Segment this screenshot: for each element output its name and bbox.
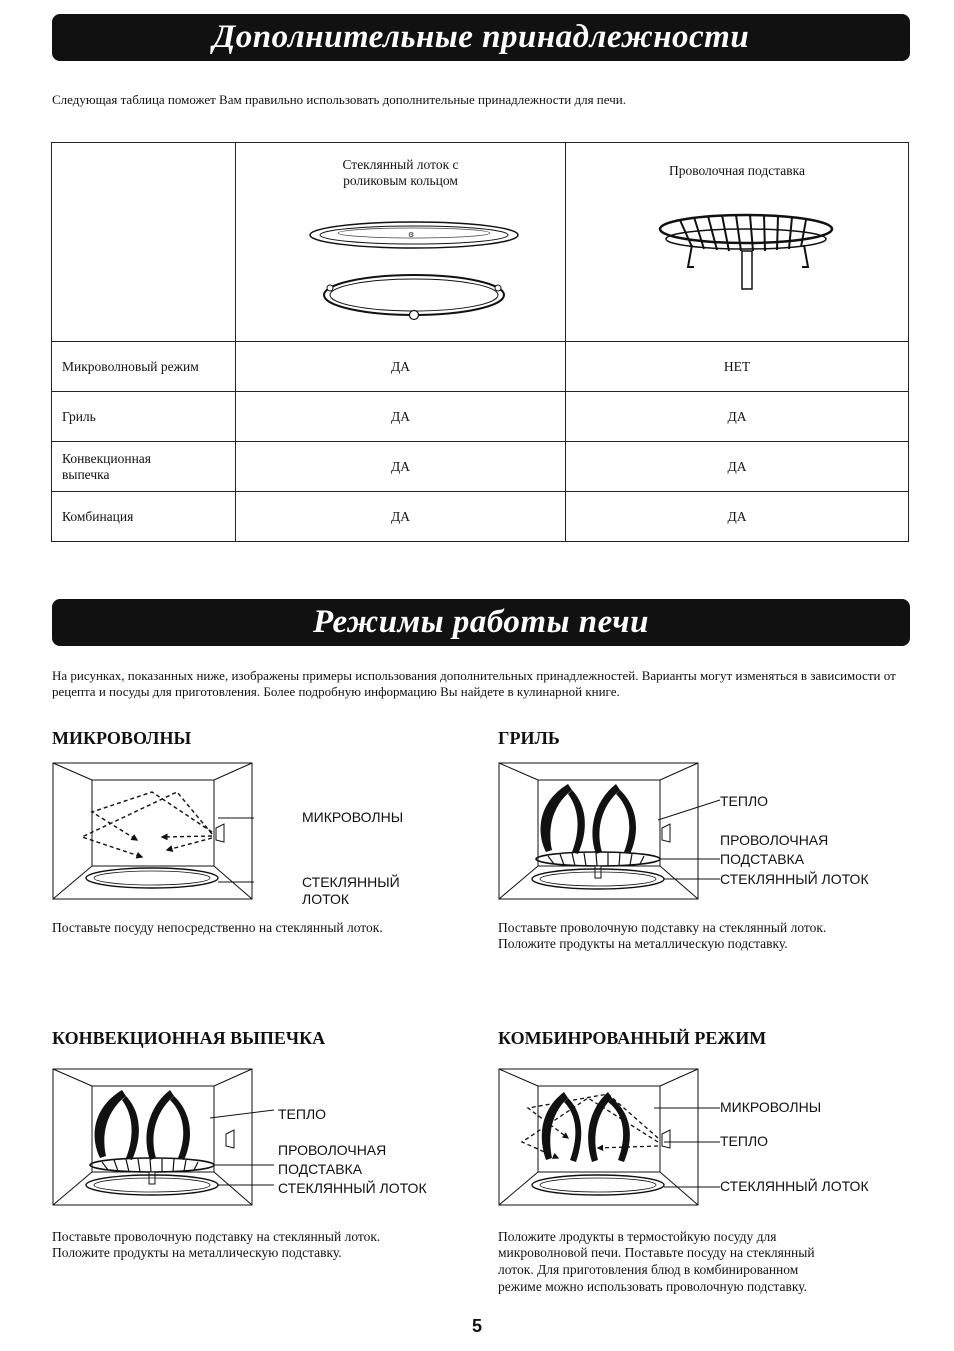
rack-cell: ДА	[565, 442, 908, 492]
microwave-diagram	[52, 762, 254, 900]
combination-diagram	[498, 1068, 724, 1206]
microwave-tray-label-2: ЛОТОК	[302, 891, 350, 907]
convection-rack-label-2: ПОДСТАВКА	[278, 1161, 363, 1177]
modes-title: Режимы работы печи	[313, 604, 649, 640]
convection-heading: КОНВЕКЦИОННАЯ ВЫПЕЧКА	[52, 1028, 326, 1048]
accessories-table	[51, 142, 909, 542]
combination-heat-label: ТЕПЛО	[720, 1133, 769, 1149]
table-header-row	[52, 143, 909, 342]
grill-rack-label-1: ПРОВОЛОЧНАЯ	[720, 832, 829, 848]
convection-rack-label-1: ПРОВОЛОЧНАЯ	[278, 1142, 387, 1158]
glass-cell: ДА	[236, 492, 566, 542]
wire-rack-icon	[576, 187, 898, 307]
accessories-title: Дополнительные принадлежности	[212, 19, 750, 55]
table-row	[52, 442, 909, 492]
convection-diagram	[52, 1068, 278, 1206]
table-row	[52, 492, 909, 542]
microwave-waves-label: МИКРОВОЛНЫ	[302, 809, 404, 825]
accessories-intro: Следующая таблица поможет Вам правильно использовать дополнительные принадлежности для печи.	[52, 92, 626, 107]
combination-caption-3: лоток. Для приготовления блюд в комбинированном	[498, 1262, 799, 1277]
page-number: 5	[471, 1316, 482, 1336]
combination-caption-2: микроволновой печи. Поставьте посуду на стеклянный	[498, 1245, 815, 1260]
convection-caption-1: Поставьте проволочную подставку на стеклянный лоток.	[52, 1229, 381, 1244]
glass-tray-label: Стеклянный лоток с роликовым кольцом	[342, 157, 459, 188]
combination-heading: КОМБИНРОВАННЫЙ РЕЖИМ	[498, 1028, 767, 1048]
rack-cell: ДА	[565, 492, 908, 542]
combination-caption-1: Положите лродукты в термостойкую посуду для	[498, 1229, 777, 1244]
grill-tray-label: СТЕКЛЯННЫЙ ЛОТОК	[720, 871, 869, 887]
convection-tray-label: СТЕКЛЯННЫЙ ЛОТОК	[278, 1180, 427, 1196]
mode-cell: Микроволновый режим	[52, 342, 236, 392]
grill-heading: ГРИЛЬ	[498, 728, 560, 748]
convection-heat-label: ТЕПЛО	[278, 1106, 327, 1122]
glass-cell: ДА	[236, 342, 566, 392]
grill-caption-1: Поставьте проволочную подставку на стеклянный лоток.	[498, 920, 827, 935]
grill-caption-2: Положите продукты на металлическую подставку.	[498, 936, 788, 951]
grill-heat-label: ТЕПЛО	[720, 793, 769, 809]
combination-tray-label: СТЕКЛЯННЫЙ ЛОТОК	[720, 1178, 869, 1194]
combination-waves-label: МИКРОВОЛНЫ	[720, 1099, 822, 1115]
grill-diagram	[498, 762, 724, 900]
modes-banner	[52, 599, 910, 646]
mode-cell: Комбинация	[52, 492, 236, 542]
rack-cell: ДА	[565, 392, 908, 442]
grill-rack-label-2: ПОДСТАВКА	[720, 851, 805, 867]
mode-cell: Гриль	[52, 392, 236, 442]
accessories-banner	[52, 14, 910, 61]
glass-tray-header	[236, 143, 566, 342]
glass-tray-icon	[246, 193, 554, 323]
wire-rack-label: Проволочная подставка	[668, 163, 806, 178]
table-row	[52, 342, 909, 392]
convection-caption-2: Положите продукты на металлическую подставку.	[52, 1245, 342, 1260]
glass-cell: ДА	[236, 392, 566, 442]
table-corner-cell	[52, 143, 236, 342]
microwave-caption: Поставьте посуду непосредственно на стеклянный лоток.	[52, 920, 383, 935]
svg-text:⚙: ⚙	[408, 231, 415, 239]
microwave-heading: МИКРОВОЛНЫ	[52, 728, 192, 748]
mode-cell-text: Конвекционная выпечка	[62, 450, 152, 482]
mode-cell	[52, 442, 236, 492]
modes-intro: На рисунках, показанных ниже, изображены примеры использования дополнительных принадлежностей. Варианты могут изменяться в зависимости от рецепта и посуды для приготовления. Более подробную информацию Вы найдете в кулинарной книге.	[52, 668, 896, 699]
rack-cell: НЕТ	[565, 342, 908, 392]
microwave-tray-label-1: СТЕКЛЯННЫЙ	[302, 874, 400, 890]
table-row	[52, 392, 909, 442]
glass-cell: ДА	[236, 442, 566, 492]
combination-caption-4: режиме можно использовать проволочную подставку.	[498, 1279, 807, 1294]
wire-rack-header	[565, 143, 908, 342]
